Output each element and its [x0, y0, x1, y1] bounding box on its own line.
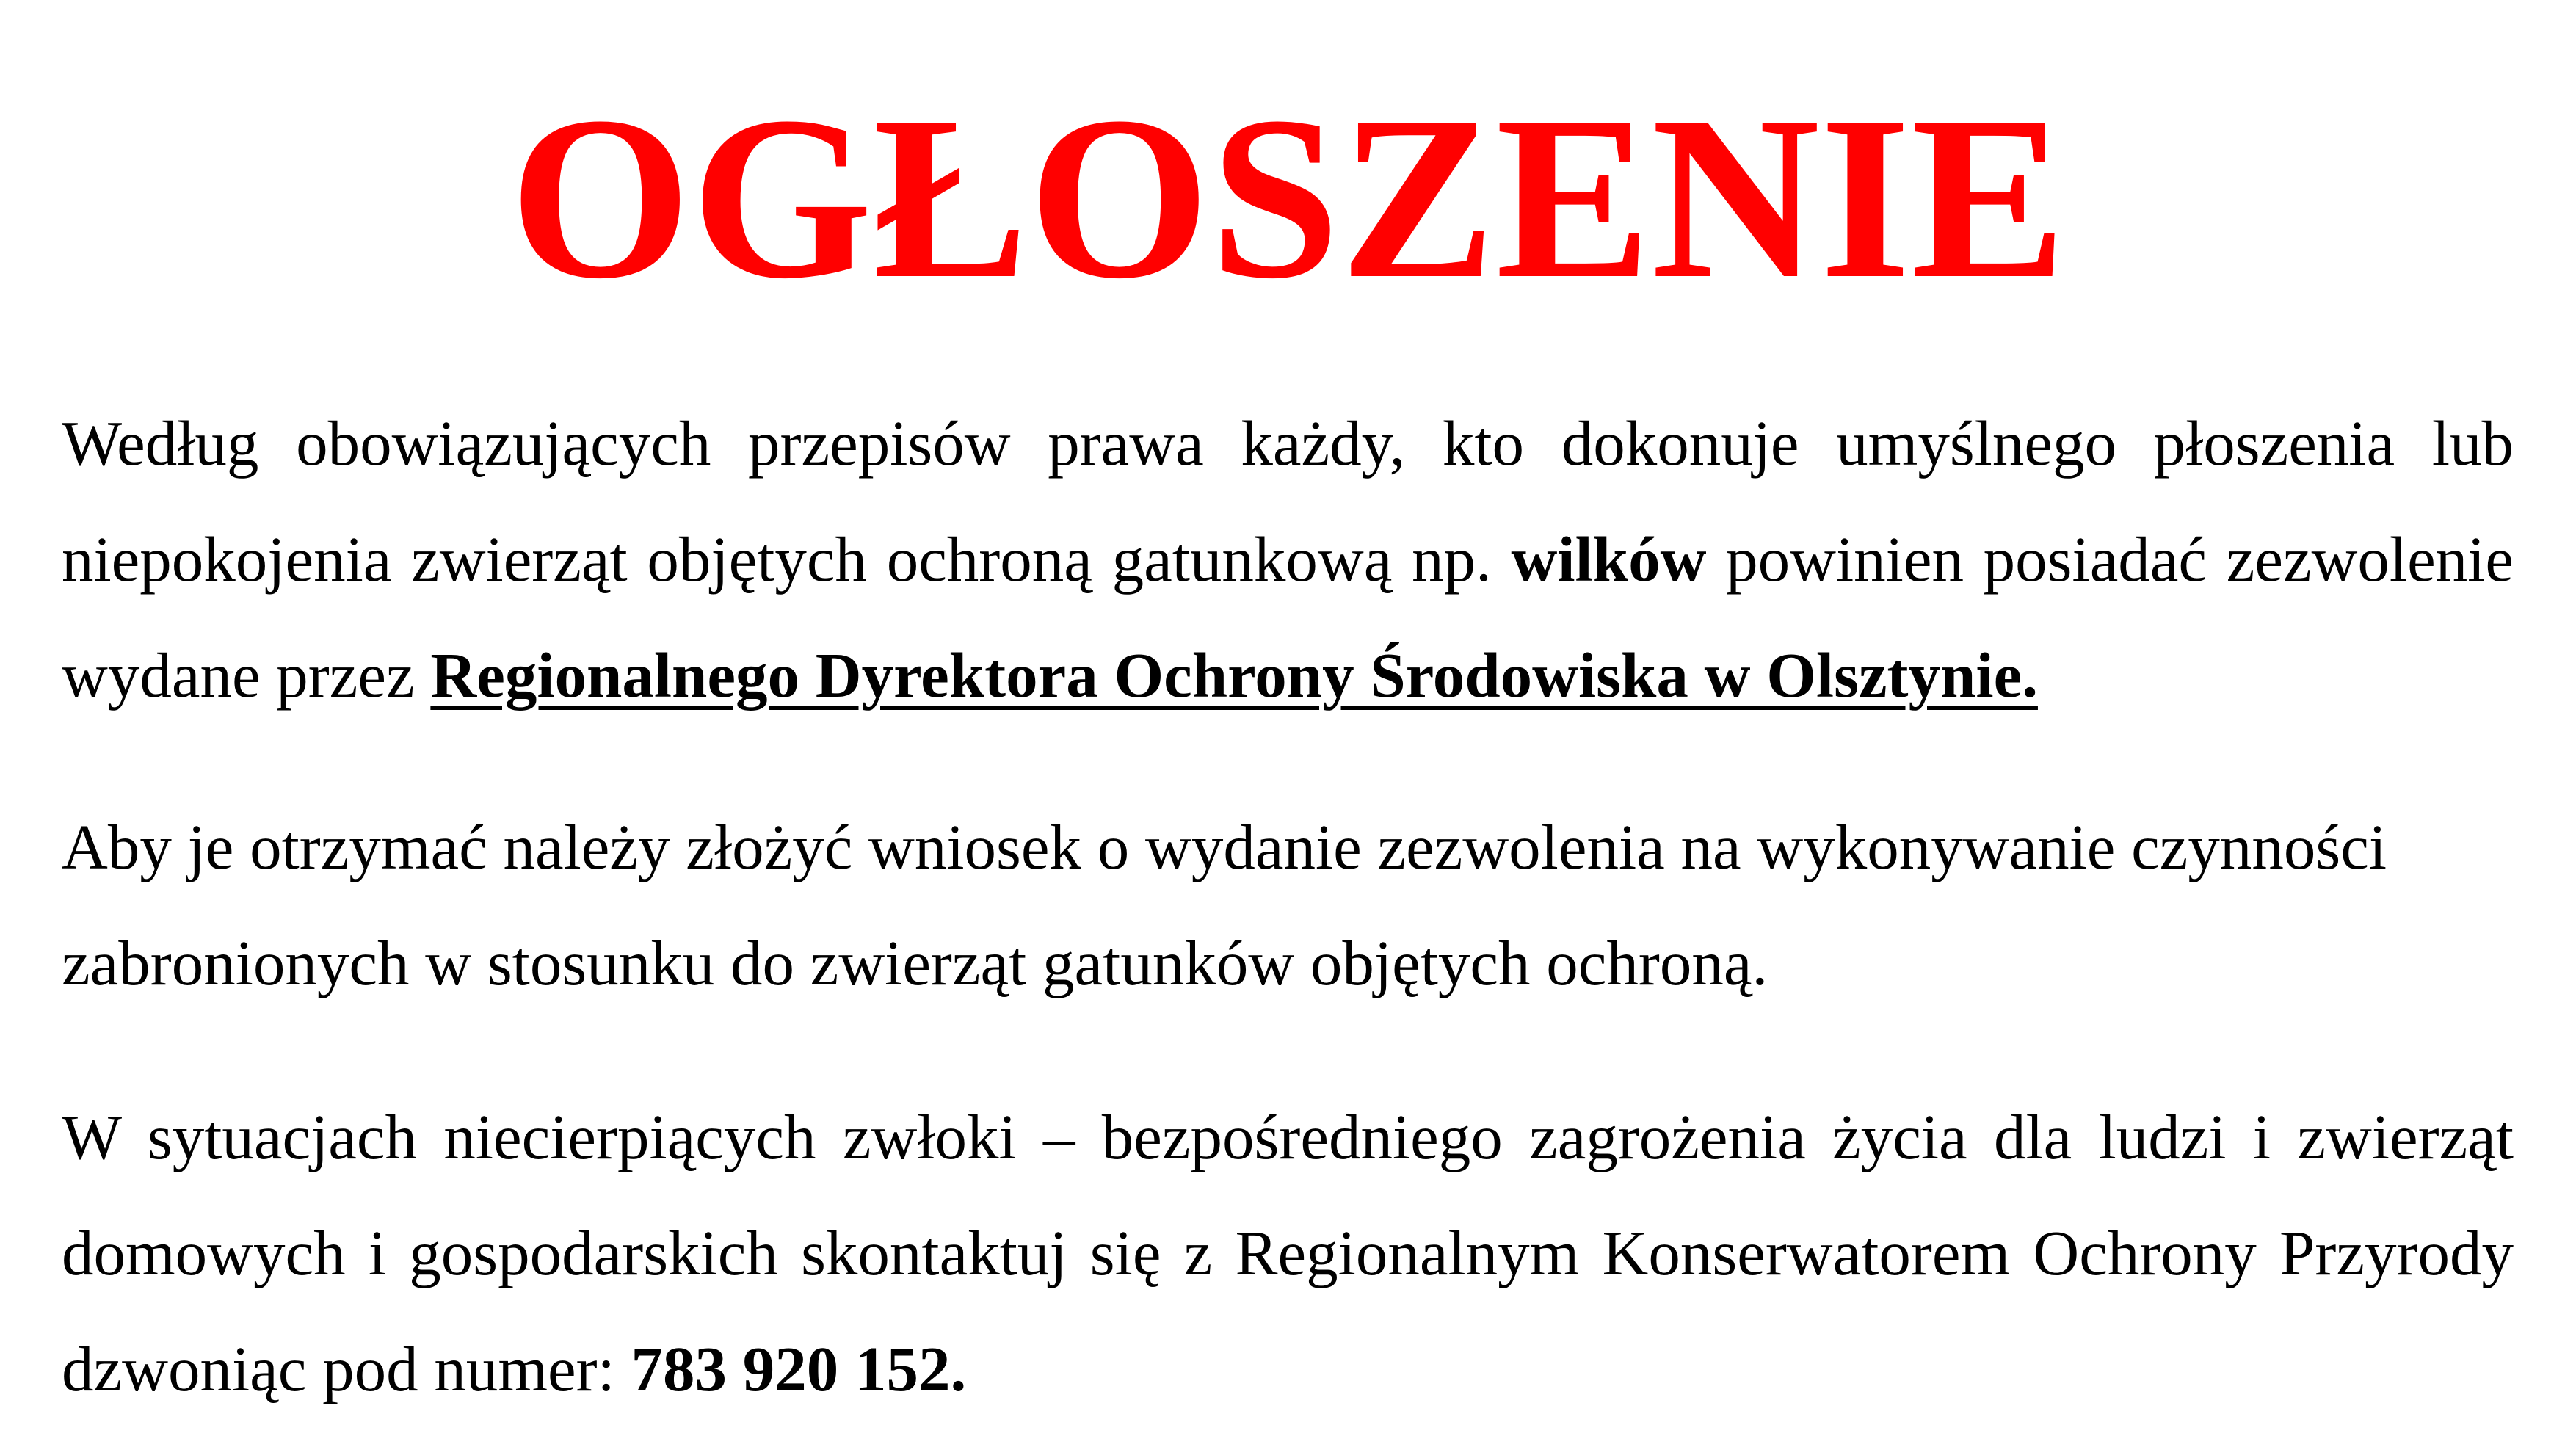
paragraph-permit-requirement [62, 385, 2514, 733]
phone-number: 783 920 152. [631, 1333, 967, 1404]
issuing-authority: Regionalnego Dyrektora Ochrony Środowiska w Olsztynie. [430, 639, 2038, 711]
paragraph-3-text: W sytuacjach niecierpiących zwłoki – bezpośredniego zagrożenia życia dla ludzi i zwierząt domowych i gospodarskich skontaktuj się z Regionalnym Konserwatorem Ochrony Przyrody dzwoniąc pod numer: [62, 1101, 2514, 1404]
paragraph-2-text: Aby je otrzymać należy złożyć wniosek o wydanie zezwolenia na wykonywanie czynności zabronionych w stosunku do zwierząt gatunków objętych ochroną. [62, 811, 2387, 998]
paragraph-1-text-a: Według obowiązujących przepisów prawa każdy, kto dokonuje umyślnego płoszenia lub niepokojenia zwierząt objętych ochroną gatunkową np. [62, 407, 2514, 595]
paragraph-application [62, 789, 2514, 1021]
protected-species-word: wilków [1511, 523, 1707, 595]
paragraph-1-text-b: powinien posiadać zezwolenie wydane przez [62, 523, 2514, 711]
page-title: OGŁOSZENIE [509, 68, 2067, 327]
paragraph-emergency-contact [62, 1079, 2514, 1427]
